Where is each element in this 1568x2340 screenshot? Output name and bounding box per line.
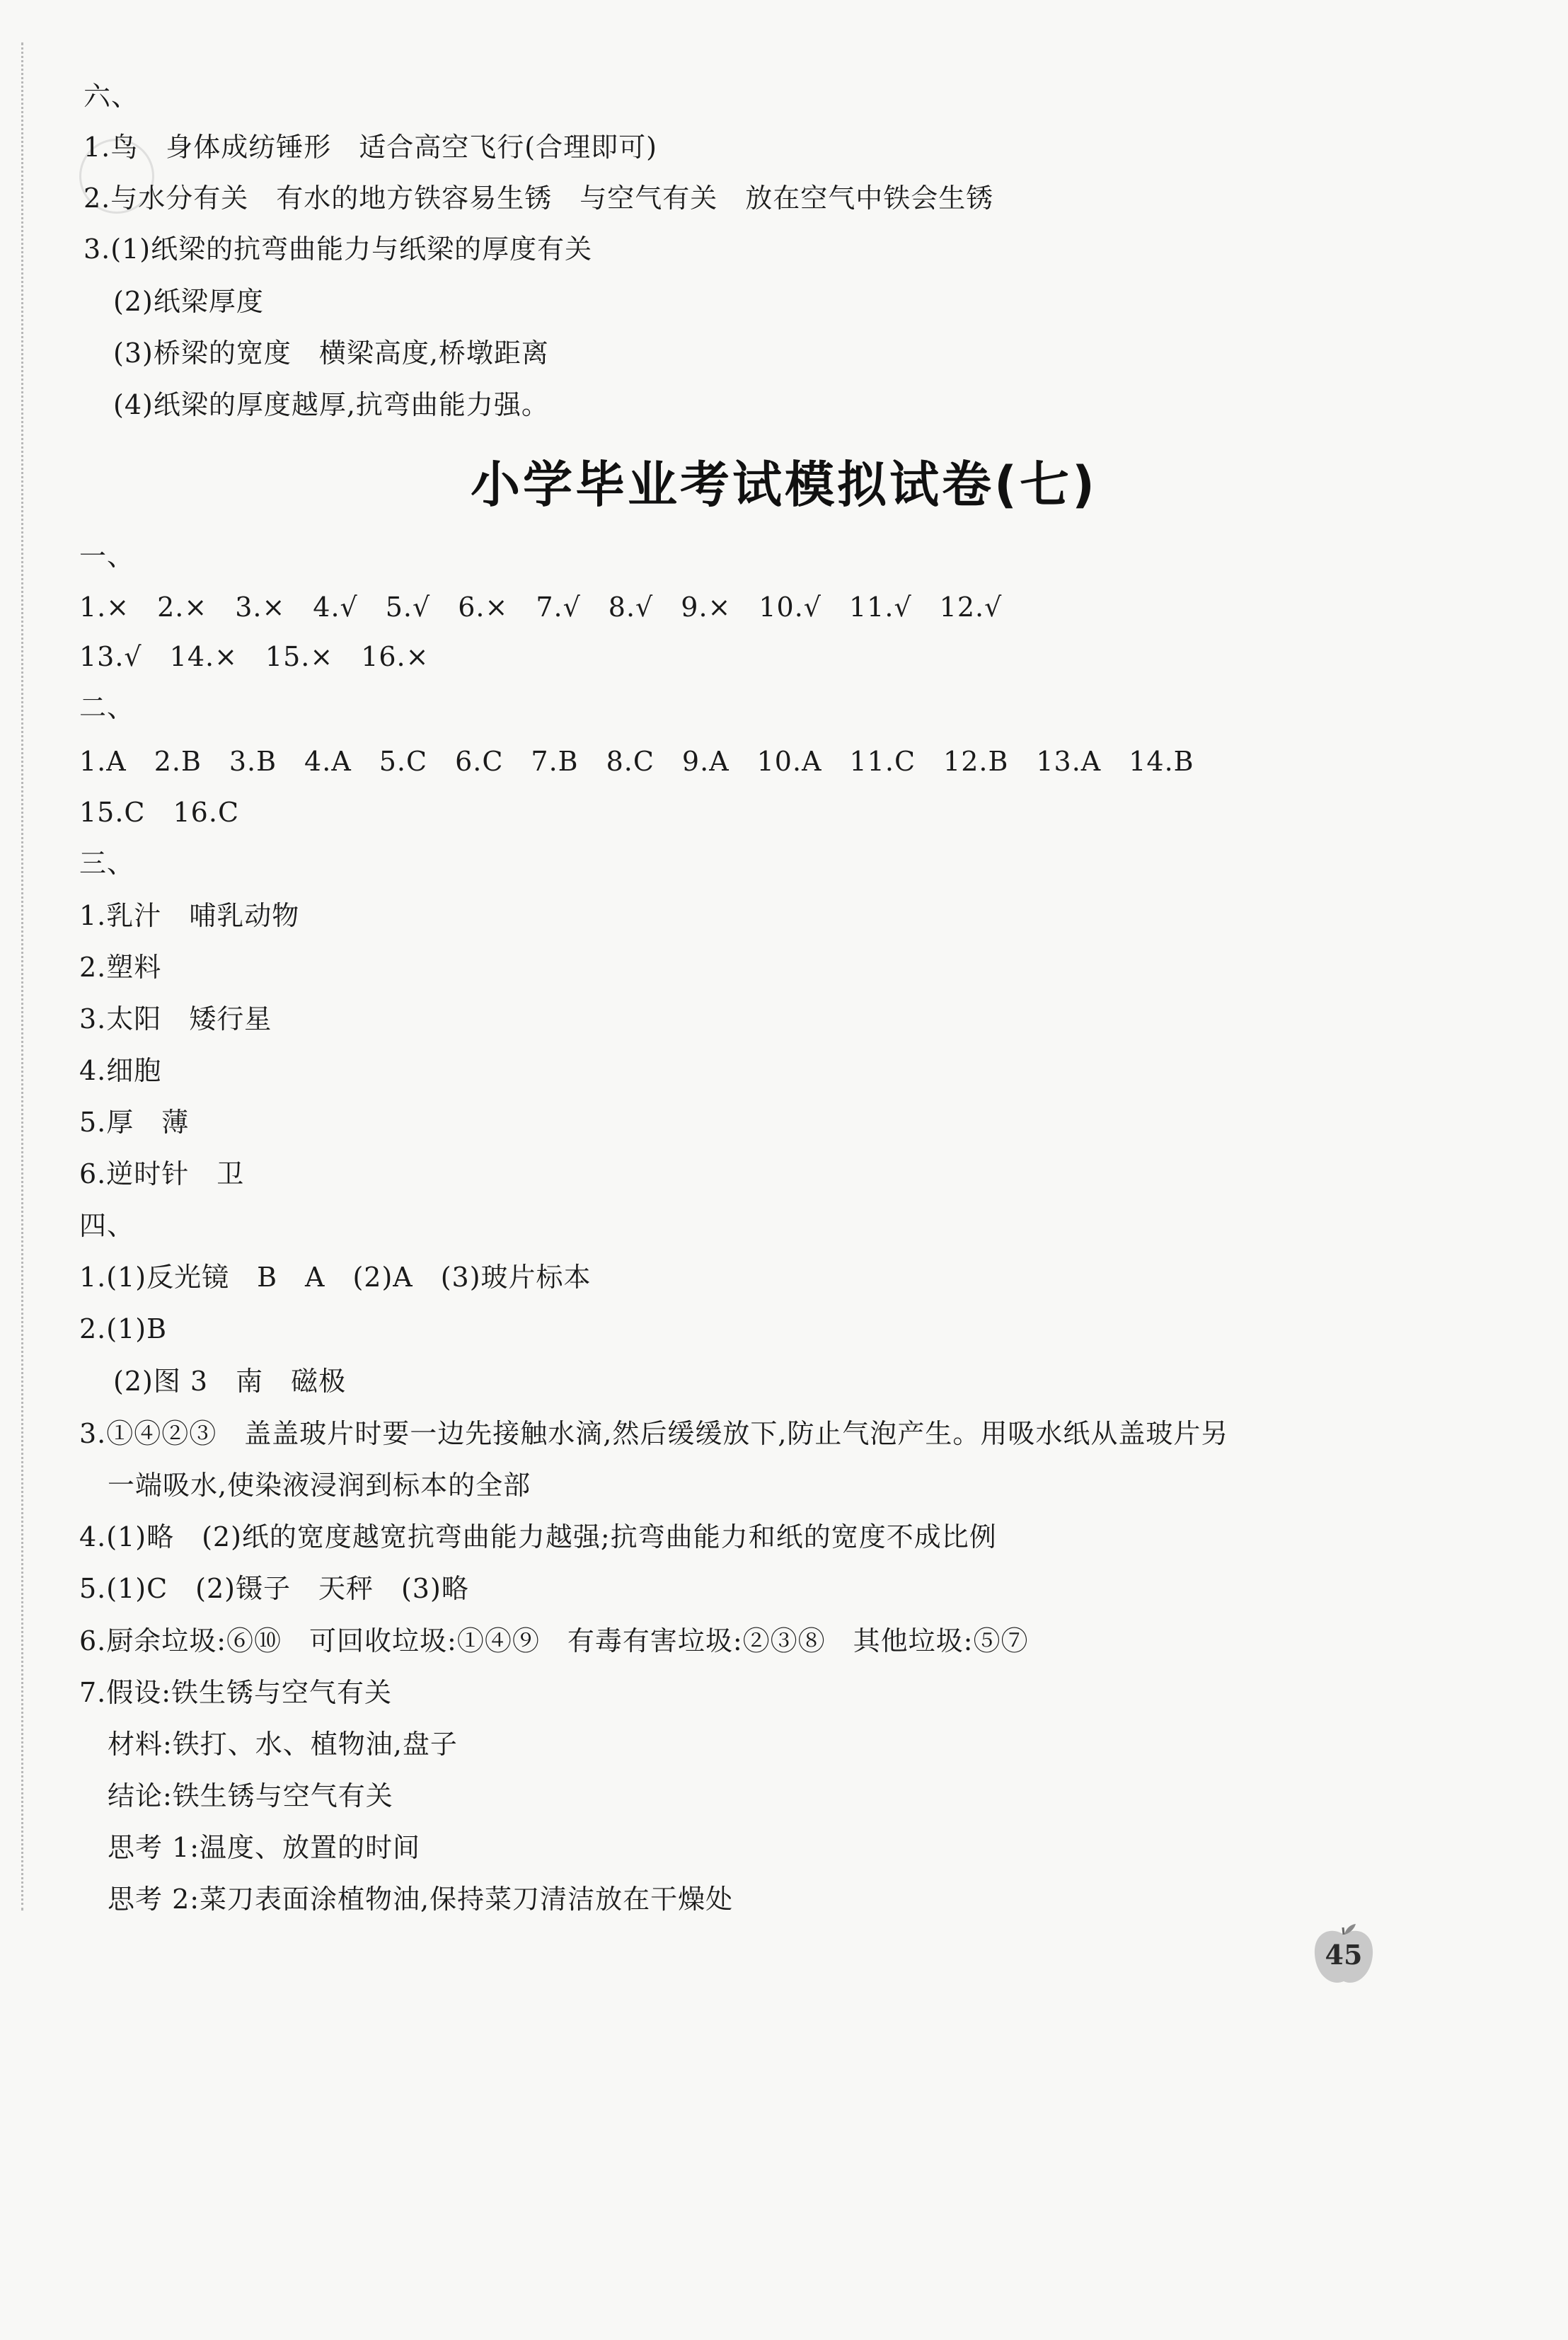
answer-line: 4.细胞	[79, 1055, 162, 1086]
answer-line: 2.与水分有关 有水的地方铁容易生锈 与空气有关 放在空气中铁会生锈	[83, 183, 994, 214]
margin-dotted-line	[21, 42, 23, 1910]
answer-line: 6.逆时针 卫	[79, 1158, 245, 1189]
answer-line: 1.(1)反光镜 B A (2)A (3)玻片标本	[79, 1262, 592, 1293]
answer-line: 3.太阳 矮行星	[79, 1003, 272, 1034]
answer-line: 5.(1)C (2)镊子 天秤 (3)略	[79, 1573, 469, 1604]
answer-line: 1.A 2.B 3.B 4.A 5.C 6.C 7.B 8.C 9.A 10.A 11.C 12.B 13.A 14.B	[79, 746, 1194, 777]
answer-line: (2)纸梁厚度	[113, 286, 264, 317]
answer-line: 4.(1)略 (2)纸的宽度越宽抗弯曲能力越强;抗弯曲能力和纸的宽度不成比例	[79, 1521, 997, 1552]
page-number: 45	[1325, 1939, 1363, 1971]
answer-line: 结论:铁生锈与空气有关	[108, 1780, 393, 1811]
answer-line: (4)纸梁的厚度越厚,抗弯曲能力强。	[113, 389, 549, 420]
answer-line: 1.× 2.× 3.× 4.√ 5.√ 6.× 7.√ 8.√ 9.× 10.√ 11.√ 12.√	[79, 592, 1003, 623]
section-three-heading: 三、	[79, 848, 135, 879]
answer-line: 2.(1)B	[79, 1313, 168, 1344]
answer-line: (3)桥梁的宽度 横梁高度,桥墩距离	[113, 338, 549, 369]
answer-line: 6.厨余垃圾:⑥⑩ 可回收垃圾:①④⑨ 有毒有害垃圾:②③⑧ 其他垃圾:⑤⑦	[79, 1625, 1029, 1656]
answer-line: 13.√ 14.× 15.× 16.×	[79, 641, 430, 672]
page-title: 小学毕业考试模拟试卷(七)	[471, 456, 1097, 514]
answer-line: 3.(1)纸梁的抗弯曲能力与纸梁的厚度有关	[83, 234, 593, 265]
answer-line: 15.C 16.C	[79, 797, 240, 828]
answer-line: 思考 1:温度、放置的时间	[108, 1832, 421, 1863]
answer-line: (2)图 3 南 磁极	[113, 1366, 347, 1397]
answer-line: 1.乳汁 哺乳动物	[79, 900, 300, 931]
answer-line: 3.①④②③ 盖盖玻片时要一边先接触水滴,然后缓缓放下,防止气泡产生。用吸水纸从盖玻片另	[79, 1418, 1229, 1449]
answer-line: 1.鸟 身体成纺锤形 适合高空飞行(合理即可)	[83, 132, 657, 163]
answer-line: 一端吸水,使染液浸润到标本的全部	[108, 1470, 531, 1501]
answer-line: 思考 2:菜刀表面涂植物油,保持菜刀清洁放在干燥处	[108, 1884, 734, 1915]
answer-line: 材料:铁打、水、植物油,盘子	[108, 1729, 458, 1760]
section-one-heading: 一、	[79, 541, 135, 572]
answer-line: 2.塑料	[79, 952, 162, 983]
section-two-heading: 二、	[79, 692, 135, 723]
section-four-heading: 四、	[79, 1210, 135, 1241]
section-six-heading: 六、	[83, 81, 139, 112]
answer-line: 7.假设:铁生锈与空气有关	[79, 1677, 393, 1708]
answer-line: 5.厚 薄	[79, 1107, 190, 1138]
